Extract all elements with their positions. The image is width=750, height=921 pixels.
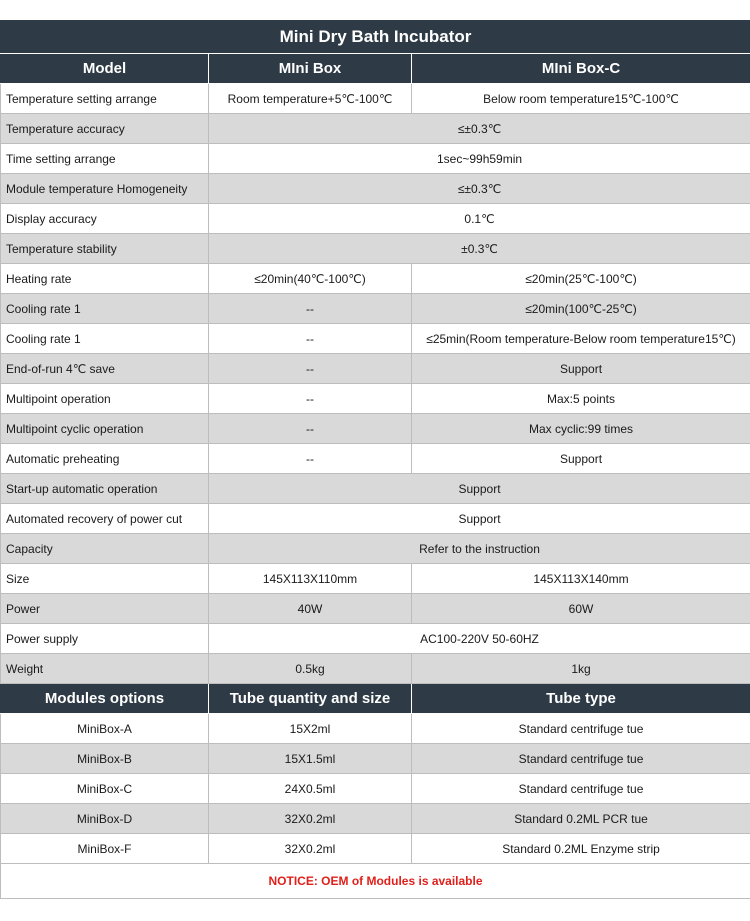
spec-label: Power supply — [1, 624, 209, 654]
tube-type: Standard 0.2ML PCR tue — [412, 804, 750, 834]
table-row — [1, 144, 750, 174]
spec-label: Weight — [1, 654, 209, 684]
header-modules-options: Modules options — [1, 684, 209, 714]
table-row — [1, 444, 750, 474]
spec-header-row — [1, 54, 750, 84]
spec-value: -- — [209, 294, 412, 324]
table-row — [1, 174, 750, 204]
spec-value: Refer to the instruction — [209, 534, 750, 564]
header-model: Model — [1, 54, 209, 84]
table-title: Mini Dry Bath Incubator — [1, 21, 750, 54]
table-row — [1, 654, 750, 684]
spec-value: ≤20min(40℃-100℃) — [209, 264, 412, 294]
spec-value: -- — [209, 354, 412, 384]
table-row — [1, 204, 750, 234]
tube-type: Standard centrifuge tue — [412, 744, 750, 774]
spec-value: Support — [209, 504, 750, 534]
spec-label: Start-up automatic operation — [1, 474, 209, 504]
spec-value: -- — [209, 384, 412, 414]
header-mini-box-c: MIni Box-C — [412, 54, 750, 84]
modules-header-row — [1, 684, 750, 714]
spec-label: Automated recovery of power cut — [1, 504, 209, 534]
spec-label: Temperature setting arrange — [1, 84, 209, 114]
spec-value: Below room temperature15℃-100℃ — [412, 84, 750, 114]
spec-value: ≤±0.3℃ — [209, 174, 750, 204]
module-name: MiniBox-D — [1, 804, 209, 834]
table-row — [1, 234, 750, 264]
spec-value: Room temperature+5℃-100℃ — [209, 84, 412, 114]
tube-quantity: 32X0.2ml — [209, 834, 412, 864]
spec-label: Multipoint operation — [1, 384, 209, 414]
spec-value: 145X113X140mm — [412, 564, 750, 594]
spec-value: Support — [412, 354, 750, 384]
table-row — [1, 744, 750, 774]
spec-label: Multipoint cyclic operation — [1, 414, 209, 444]
header-tube-quantity: Tube quantity and size — [209, 684, 412, 714]
spec-value: AC100-220V 50-60HZ — [209, 624, 750, 654]
spec-table — [0, 20, 750, 899]
table-row — [1, 264, 750, 294]
spec-value: -- — [209, 444, 412, 474]
spec-value: Max:5 points — [412, 384, 750, 414]
tube-type: Standard centrifuge tue — [412, 774, 750, 804]
spec-value: Support — [412, 444, 750, 474]
tube-quantity: 15X1.5ml — [209, 744, 412, 774]
header-tube-type: Tube type — [412, 684, 750, 714]
spec-label: Module temperature Homogeneity — [1, 174, 209, 204]
module-name: MiniBox-C — [1, 774, 209, 804]
spec-label: Time setting arrange — [1, 144, 209, 174]
spec-value: 1sec~99h59min — [209, 144, 750, 174]
notice-text: NOTICE: OEM of Modules is available — [1, 864, 750, 899]
tube-type: Standard 0.2ML Enzyme strip — [412, 834, 750, 864]
spec-value: 145X113X110mm — [209, 564, 412, 594]
spec-label: Size — [1, 564, 209, 594]
spec-label: Automatic preheating — [1, 444, 209, 474]
spec-sheet — [0, 20, 750, 899]
spec-label: Power — [1, 594, 209, 624]
spec-label: Capacity — [1, 534, 209, 564]
table-row — [1, 474, 750, 504]
spec-value: 0.5kg — [209, 654, 412, 684]
spec-value: ≤20min(25℃-100℃) — [412, 264, 750, 294]
table-row — [1, 354, 750, 384]
spec-label: Temperature stability — [1, 234, 209, 264]
spec-value: 60W — [412, 594, 750, 624]
table-row — [1, 804, 750, 834]
spec-value: 40W — [209, 594, 412, 624]
tube-quantity: 15X2ml — [209, 714, 412, 744]
spec-value: ≤20min(100℃-25℃) — [412, 294, 750, 324]
spec-value: ≤25min(Room temperature-Below room temperature15℃) — [412, 324, 750, 354]
table-row — [1, 774, 750, 804]
spec-value: ≤±0.3℃ — [209, 114, 750, 144]
module-name: MiniBox-B — [1, 744, 209, 774]
spec-label: Heating rate — [1, 264, 209, 294]
table-row — [1, 504, 750, 534]
spec-label: End-of-run 4℃ save — [1, 354, 209, 384]
table-row — [1, 624, 750, 654]
table-row — [1, 324, 750, 354]
header-mini-box: MIni Box — [209, 54, 412, 84]
table-row — [1, 384, 750, 414]
spec-value: -- — [209, 324, 412, 354]
spec-label: Temperature accuracy — [1, 114, 209, 144]
table-row — [1, 294, 750, 324]
table-row — [1, 84, 750, 114]
spec-label: Cooling rate 1 — [1, 294, 209, 324]
table-row — [1, 714, 750, 744]
table-row — [1, 414, 750, 444]
module-name: MiniBox-F — [1, 834, 209, 864]
spec-value: -- — [209, 414, 412, 444]
table-row — [1, 534, 750, 564]
tube-quantity: 24X0.5ml — [209, 774, 412, 804]
tube-type: Standard centrifuge tue — [412, 714, 750, 744]
spec-label: Display accuracy — [1, 204, 209, 234]
spec-label: Cooling rate 1 — [1, 324, 209, 354]
spec-value: 0.1℃ — [209, 204, 750, 234]
module-name: MiniBox-A — [1, 714, 209, 744]
spec-value: 1kg — [412, 654, 750, 684]
table-row — [1, 114, 750, 144]
table-row — [1, 564, 750, 594]
table-row — [1, 834, 750, 864]
table-row — [1, 594, 750, 624]
tube-quantity: 32X0.2ml — [209, 804, 412, 834]
spec-value: Support — [209, 474, 750, 504]
spec-value: ±0.3℃ — [209, 234, 750, 264]
spec-value: Max cyclic:99 times — [412, 414, 750, 444]
